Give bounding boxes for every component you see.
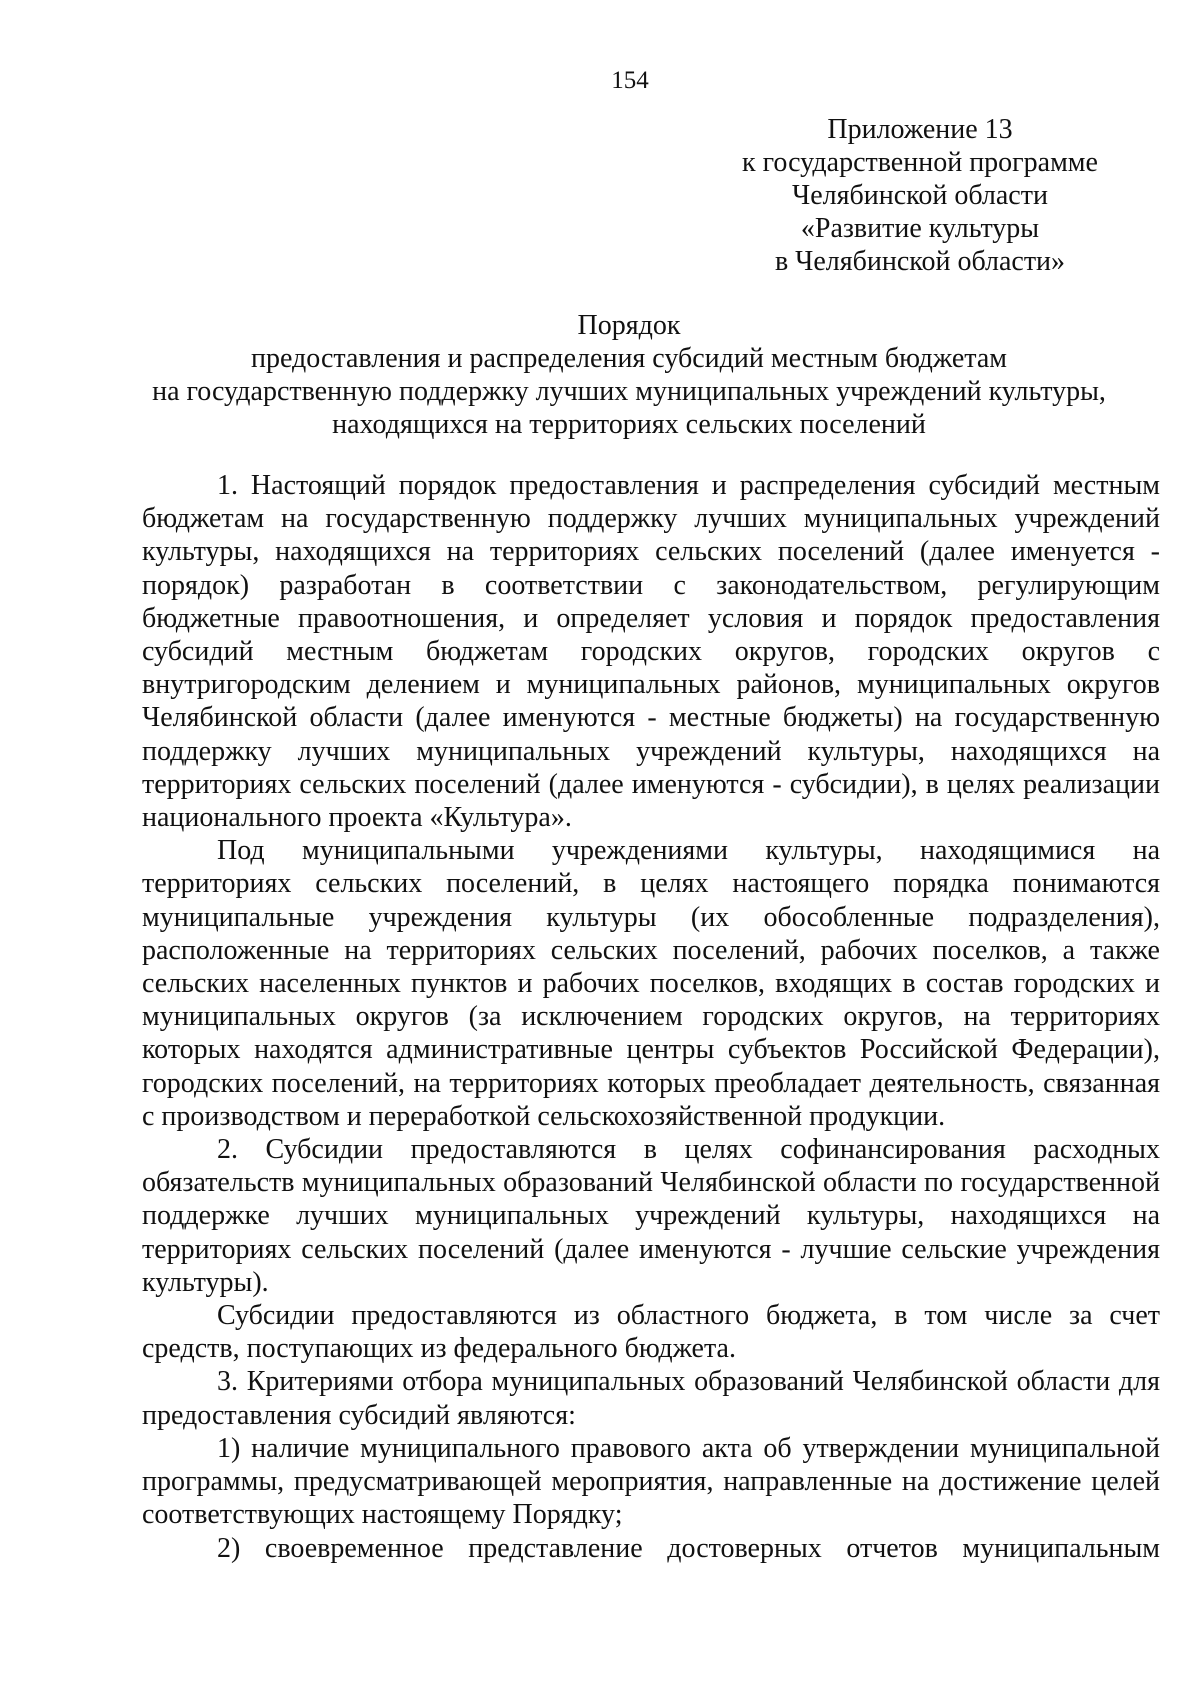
- document-body: [142, 469, 1160, 1565]
- title-line: на государственную поддержку лучших муниципальных учреждений культуры,: [152, 376, 1106, 407]
- document-title: [100, 309, 1158, 441]
- paragraph: Субсидии предоставляются из областного бюджета, в том числе за счет средств, поступающих из федерального бюджета.: [142, 1300, 1160, 1365]
- appendix-line: «Развитие культуры: [800, 213, 1040, 244]
- page-number: 154: [611, 67, 649, 94]
- paragraph: 1. Настоящий порядок предоставления и распределения субсидий местным бюджетам на государственную поддержку лучших муниципальных учреждений культуры, находящихся на территориях сельских поселений (далее именуется - порядок) разработан в соответствии с законодательством, регулирующим бюджетные правоотношения, и определяет условия и порядок предоставления субсидий местным бюджетам городских округов, городских округов с внутригородским делением и муниципальных районов, муниципальных округов Челябинской области (далее именуются - местные бюджеты) на государственную поддержку лучших муниципальных учреждений культуры, находящихся на территориях сельских поселений (далее именуются - субсидии), в целях реализации национального проекта «Культура».: [142, 470, 1160, 834]
- title-heading: Порядок: [577, 310, 681, 341]
- appendix-line: к государственной программе: [742, 147, 1098, 178]
- paragraph: 1) наличие муниципального правового акта об утверждении муниципальной программы, предусматривающей мероприятия, направленные на достижение целей соответствующих настоящему Порядку;: [142, 1432, 1160, 1531]
- appendix-line: Челябинской области: [792, 180, 1048, 211]
- appendix-header: [660, 113, 1180, 278]
- appendix-line: Приложение 13: [827, 114, 1013, 145]
- title-line: предоставления и распределения субсидий местным бюджетам: [250, 343, 1008, 374]
- paragraph: Под муниципальными учреждениями культуры, находящимися на территориях сельских поселений, в целях настоящего порядка понимаются муниципальные учреждения культуры (их обособленные подразделения), расположенные на территориях сельских поселений, рабочих поселков, а также сельских населенных пунктов и рабочих поселков, входящих в состав городских и муниципальных округов (за исключением городских округов, на территориях которых находятся административные центры субъектов Российской Федерации), городских поселений, на территориях которых преобладает деятельность, связанная с производством и переработкой сельскохозяйственной продукции.: [142, 835, 1160, 1132]
- paragraph: 3. Критериями отбора муниципальных образований Челябинской области для предоставления субсидий являются:: [142, 1366, 1160, 1431]
- paragraph: 2) своевременное представление достоверных отчетов муниципальным: [217, 1532, 1160, 1564]
- title-line: находящихся на территориях сельских поселений: [332, 409, 926, 440]
- paragraph: 2. Субсидии предоставляются в целях софинансирования расходных обязательств муниципальных образований Челябинской области по государственной поддержке лучших муниципальных учреждений культуры, находящихся на территориях сельских поселений (далее именуются - лучшие сельские учреждения культуры).: [142, 1134, 1160, 1298]
- appendix-line: в Челябинской области»: [774, 246, 1066, 277]
